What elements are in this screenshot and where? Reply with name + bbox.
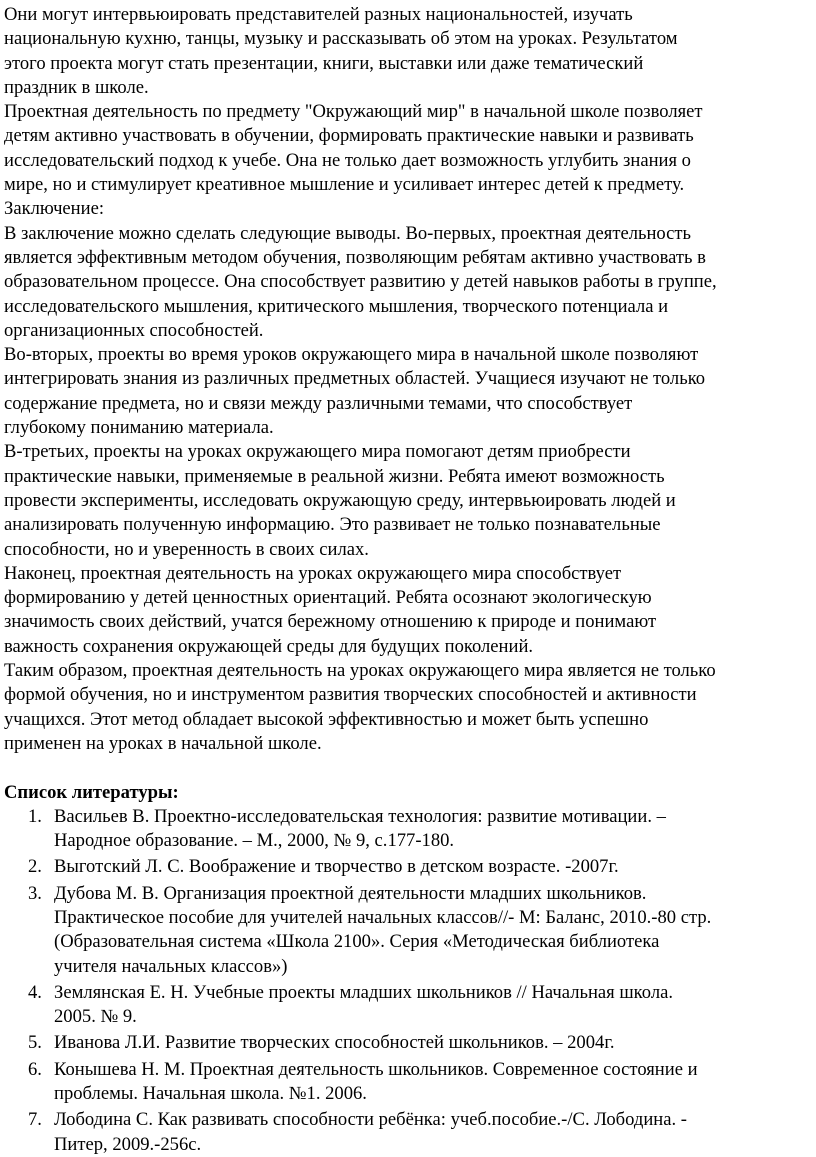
reference-line: Иванова Л.И. Развитие творческих способностей школьников. – 2004г. bbox=[54, 1032, 615, 1054]
text-line: формой обучения, но и инструментом развития творческих способностей и активности bbox=[4, 684, 697, 706]
text-line: является эффективным методом обучения, позволяющим ребятам активно участвовать в bbox=[4, 246, 706, 268]
reference-item bbox=[4, 805, 812, 854]
text-line: учащихся. Этот метод обладает высокой эффективностью и может быть успешно bbox=[4, 708, 649, 730]
paragraph bbox=[4, 343, 812, 440]
text-line: интегрировать знания из различных предметных областей. Учащиеся изучают не только bbox=[4, 368, 706, 390]
text-line: детям активно участвовать в обучении, формировать практические навыки и развивать bbox=[4, 125, 694, 147]
references-title: Список литературы: bbox=[4, 781, 179, 803]
text-line: этого проекта могут стать презентации, книги, выставки или даже тематический bbox=[4, 52, 644, 74]
reference-item bbox=[4, 855, 812, 879]
text-line: мире, но и стимулирует креативное мышление и усиливает интерес детей к предмету. bbox=[4, 174, 685, 196]
text-line: анализировать полученную информацию. Это развивает не только познавательные bbox=[4, 514, 661, 536]
reference-line: (Образовательная система «Школа 2100». Серия «Методическая библиотека bbox=[54, 931, 660, 953]
reference-line: учителя начальных классов») bbox=[54, 955, 288, 977]
reference-line: Конышева Н. М. Проектная деятельность школьников. Современное состояние и bbox=[54, 1058, 698, 1080]
reference-line: Васильев В. Проектно-исследовательская технология: развитие мотивации. – bbox=[54, 805, 666, 827]
text-line: исследовательский подход к учебе. Она не только дает возможность углубить знания о bbox=[4, 149, 691, 171]
reference-number: 6. bbox=[28, 1058, 42, 1080]
reference-line: Практическое пособие для учителей начальных классов//- М: Баланс, 2010.-80 стр. bbox=[54, 906, 712, 928]
reference-line: Дубова М. В. Организация проектной деятельности младших школьников. bbox=[54, 882, 647, 904]
paragraph bbox=[4, 562, 812, 659]
reference-item bbox=[4, 981, 812, 1030]
text-line: формированию у детей ценностных ориентаций. Ребята осознают экологическую bbox=[4, 587, 652, 609]
document-body bbox=[4, 3, 812, 756]
reference-line: Лободина С. Как развивать способности ребёнка: учеб.пособие.-/С. Лободина. - bbox=[54, 1109, 688, 1131]
reference-number: 4. bbox=[28, 981, 42, 1003]
references-list bbox=[4, 805, 812, 1157]
text-line: содержание предмета, но и связи между различными темами, что способствует bbox=[4, 392, 633, 414]
reference-number: 2. bbox=[28, 856, 42, 878]
text-line: организационных способностей. bbox=[4, 319, 264, 341]
text-line: значимость своих действий, учатся бережному отношению к природе и понимают bbox=[4, 611, 657, 633]
text-line: Наконец, проектная деятельность на уроках окружающего мира способствует bbox=[4, 562, 622, 584]
text-line: национальную кухню, танцы, музыку и рассказывать об этом на уроках. Результатом bbox=[4, 28, 678, 50]
reference-number: 3. bbox=[28, 882, 42, 904]
reference-item bbox=[4, 1058, 812, 1107]
reference-line: проблемы. Начальная школа. №1. 2006. bbox=[54, 1083, 367, 1105]
reference-line: Питер, 2009.-256с. bbox=[54, 1133, 202, 1155]
text-line: глубокому пониманию материала. bbox=[4, 417, 274, 439]
text-line: Проектная деятельность по предмету "Окружающий мир" в начальной школе позволяет bbox=[4, 101, 703, 123]
text-line: Таким образом, проектная деятельность на уроках окружающего мира является не только bbox=[4, 660, 716, 682]
paragraph bbox=[4, 100, 812, 197]
reference-number: 5. bbox=[28, 1032, 42, 1054]
text-line: способности, но и уверенность в своих силах. bbox=[4, 538, 369, 560]
text-line: Во-вторых, проекты во время уроков окружающего мира в начальной школе позволяют bbox=[4, 344, 699, 366]
paragraph bbox=[4, 197, 812, 221]
reference-item bbox=[4, 882, 812, 979]
reference-line: 2005. № 9. bbox=[54, 1006, 137, 1028]
reference-item bbox=[4, 1108, 812, 1157]
reference-number: 1. bbox=[28, 805, 42, 827]
text-line: В заключение можно сделать следующие выводы. Во-первых, проектная деятельность bbox=[4, 222, 692, 244]
reference-line: Землянская Е. Н. Учебные проекты младших школьников // Начальная школа. bbox=[54, 981, 673, 1003]
paragraph bbox=[4, 3, 812, 100]
blank-line bbox=[4, 756, 812, 780]
text-line: В-третьих, проекты на уроках окружающего мира помогают детям приобрести bbox=[4, 441, 631, 463]
text-line: практические навыки, применяемые в реальной жизни. Ребята имеют возможность bbox=[4, 465, 665, 487]
text-line: праздник в школе. bbox=[4, 76, 149, 98]
reference-item bbox=[4, 1031, 812, 1055]
text-line: исследовательского мышления, критического мышления, творческого потенциала и bbox=[4, 295, 669, 317]
text-line: провести эксперименты, исследовать окружающую среду, интервьюировать людей и bbox=[4, 489, 676, 511]
reference-number: 7. bbox=[28, 1109, 42, 1131]
paragraph bbox=[4, 659, 812, 756]
text-line: Они могут интервьюировать представителей разных национальностей, изучать bbox=[4, 4, 633, 25]
text-line: образовательном процессе. Она способствует развитию у детей навыков работы в группе, bbox=[4, 271, 717, 293]
text-line: важность сохранения окружающей среды для будущих поколений. bbox=[4, 635, 534, 657]
text-line: применен на уроках в начальной школе. bbox=[4, 732, 322, 754]
reference-line: Народное образование. – М., 2000, № 9, с.177-180. bbox=[54, 830, 455, 852]
paragraph bbox=[4, 440, 812, 561]
paragraph bbox=[4, 222, 812, 343]
text-line: Заключение: bbox=[4, 198, 104, 220]
reference-line: Выготский Л. С. Воображение и творчество в детском возрасте. -2007г. bbox=[54, 856, 619, 878]
